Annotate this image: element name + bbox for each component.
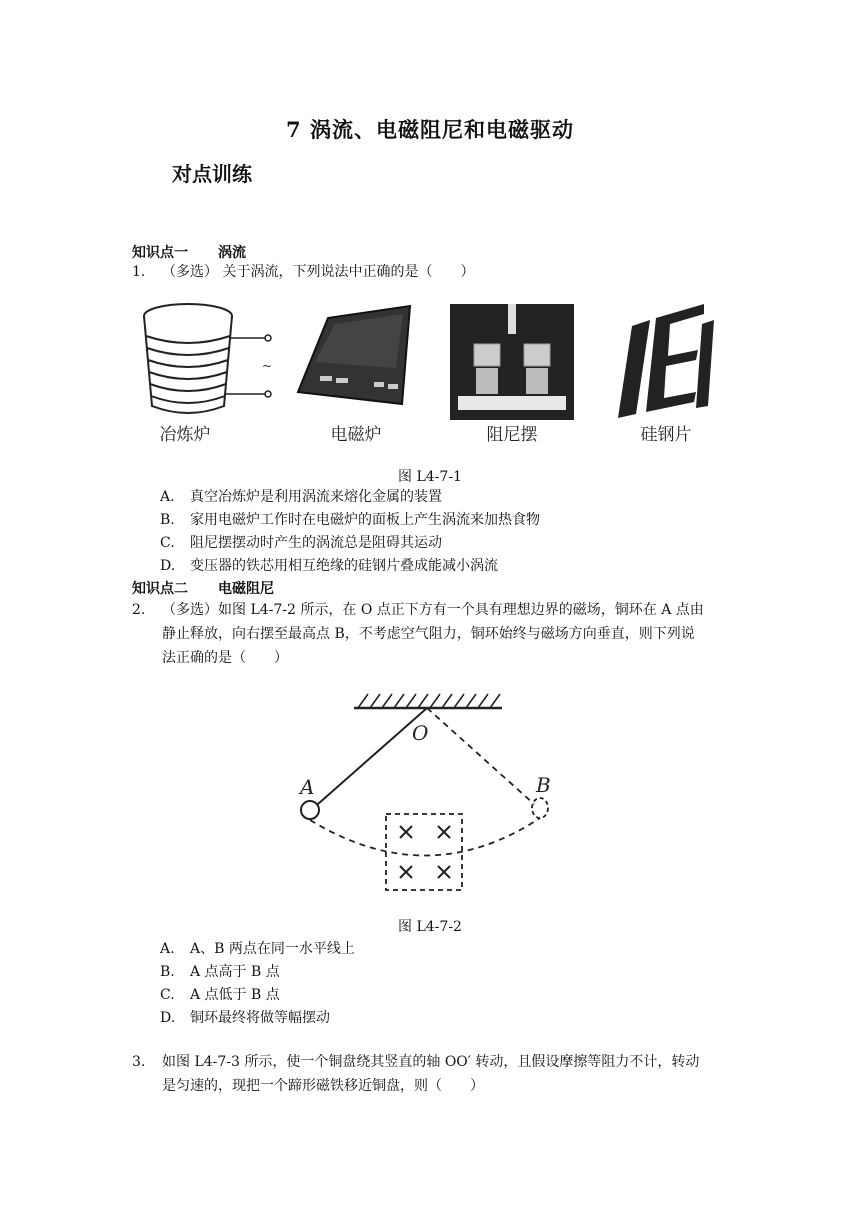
svg-text:~: ~ xyxy=(262,359,273,373)
question-number: 3. xyxy=(132,1054,146,1070)
knowledge-point-name: 涡流 xyxy=(218,245,246,261)
section-subtitle: 对点训练 xyxy=(172,162,252,186)
question-text: （多选） 关于涡流，下列说法中正确的是（ ） xyxy=(162,264,475,280)
option-text: A 点低于 B 点 xyxy=(190,987,280,1003)
option-2b[interactable] xyxy=(160,961,280,983)
dashed-string xyxy=(427,708,534,804)
option-label: A. xyxy=(160,489,175,505)
label-o: O xyxy=(412,721,429,745)
option-text: 真空冶炼炉是利用涡流来熔化金属的装置 xyxy=(190,489,442,505)
option-label: B. xyxy=(160,964,175,980)
question-text-line-2: 是匀速的，现把一个蹄形磁铁移近铜盘，则（ ） xyxy=(162,1078,484,1094)
label-a: A xyxy=(300,775,315,799)
silicon-steel-sheet-image xyxy=(618,304,714,418)
figure-caption-1: 图 L4-7-1 xyxy=(398,469,462,485)
figure-l4-7-1 xyxy=(130,296,740,456)
knowledge-point-name: 电磁阻尼 xyxy=(218,581,274,597)
question-number: 1. xyxy=(132,264,146,280)
knowledge-point-2 xyxy=(132,578,274,598)
page-title: 7 涡流、电磁阻尼和电磁驱动 xyxy=(286,117,574,142)
question-text-line-1: 如图 L4-7-3 所示，使一个铜盘绕其竖直的轴 OO′ 转动，且假设摩擦等阻力不计，转动 xyxy=(162,1054,700,1070)
option-label: B. xyxy=(160,512,175,528)
option-label: D. xyxy=(160,558,176,574)
copper-ring-a xyxy=(301,801,319,819)
option-1c[interactable] xyxy=(160,532,442,554)
figure-label-cooker: 电磁炉 xyxy=(330,425,382,445)
option-2c[interactable] xyxy=(160,984,280,1006)
option-text: 变压器的铁芯用相互绝缘的硅钢片叠成能减小涡流 xyxy=(190,558,498,574)
knowledge-point-1 xyxy=(132,242,246,262)
option-text: 家用电磁炉工作时在电磁炉的面板上产生涡流来加热食物 xyxy=(190,512,540,528)
swing-arc xyxy=(310,818,540,856)
figure-label-furnace: 冶炼炉 xyxy=(159,425,211,445)
option-label: A. xyxy=(160,941,175,957)
pendulum-string xyxy=(318,708,427,804)
option-2d[interactable] xyxy=(160,1007,330,1029)
knowledge-point-label: 知识点一 xyxy=(132,245,188,261)
question-text-line-3: 法正确的是（ ） xyxy=(162,650,288,666)
question-number: 2. xyxy=(132,602,146,618)
smelting-furnace-image xyxy=(144,304,272,413)
option-1d[interactable] xyxy=(160,555,498,577)
label-b: B xyxy=(536,773,551,797)
option-2a[interactable] xyxy=(160,938,355,960)
option-label: D. xyxy=(160,1010,176,1026)
question-2 xyxy=(132,598,732,670)
figure-caption-2: 图 L4-7-2 xyxy=(398,919,462,935)
option-text: A 点高于 B 点 xyxy=(190,964,280,980)
option-1b[interactable] xyxy=(160,509,540,531)
figure-label-pendulum: 阻尼摆 xyxy=(486,425,538,445)
option-1a[interactable] xyxy=(160,486,442,508)
question-3 xyxy=(132,1050,732,1098)
damping-pendulum-image xyxy=(450,304,574,420)
question-1 xyxy=(132,260,732,284)
option-label: C. xyxy=(160,535,175,551)
option-text: 阻尼摆摆动时产生的涡流总是阻碍其运动 xyxy=(190,535,442,551)
figure-label-steel: 硅钢片 xyxy=(640,425,692,445)
knowledge-point-label: 知识点二 xyxy=(132,581,188,597)
question-text-line-2: 静止释放，向右摆至最高点 B，不考虑空气阻力，铜环始终与磁场方向垂直，则下列说 xyxy=(162,626,695,642)
option-label: C. xyxy=(160,987,175,1003)
copper-ring-b xyxy=(532,798,548,818)
option-text: A、B 两点在同一水平线上 xyxy=(190,941,355,957)
induction-cooker-image xyxy=(298,306,410,404)
field-cross-marks xyxy=(400,826,450,878)
ceiling-hatch xyxy=(354,694,502,708)
question-text-line-1: （多选）如图 L4-7-2 所示，在 O 点正下方有一个具有理想边界的磁场，铜环在 A 点由 xyxy=(162,602,704,618)
option-text: 铜环最终将做等幅摆动 xyxy=(190,1010,330,1026)
figure-l4-7-2 xyxy=(290,686,570,898)
magnetic-field-region xyxy=(386,814,462,890)
